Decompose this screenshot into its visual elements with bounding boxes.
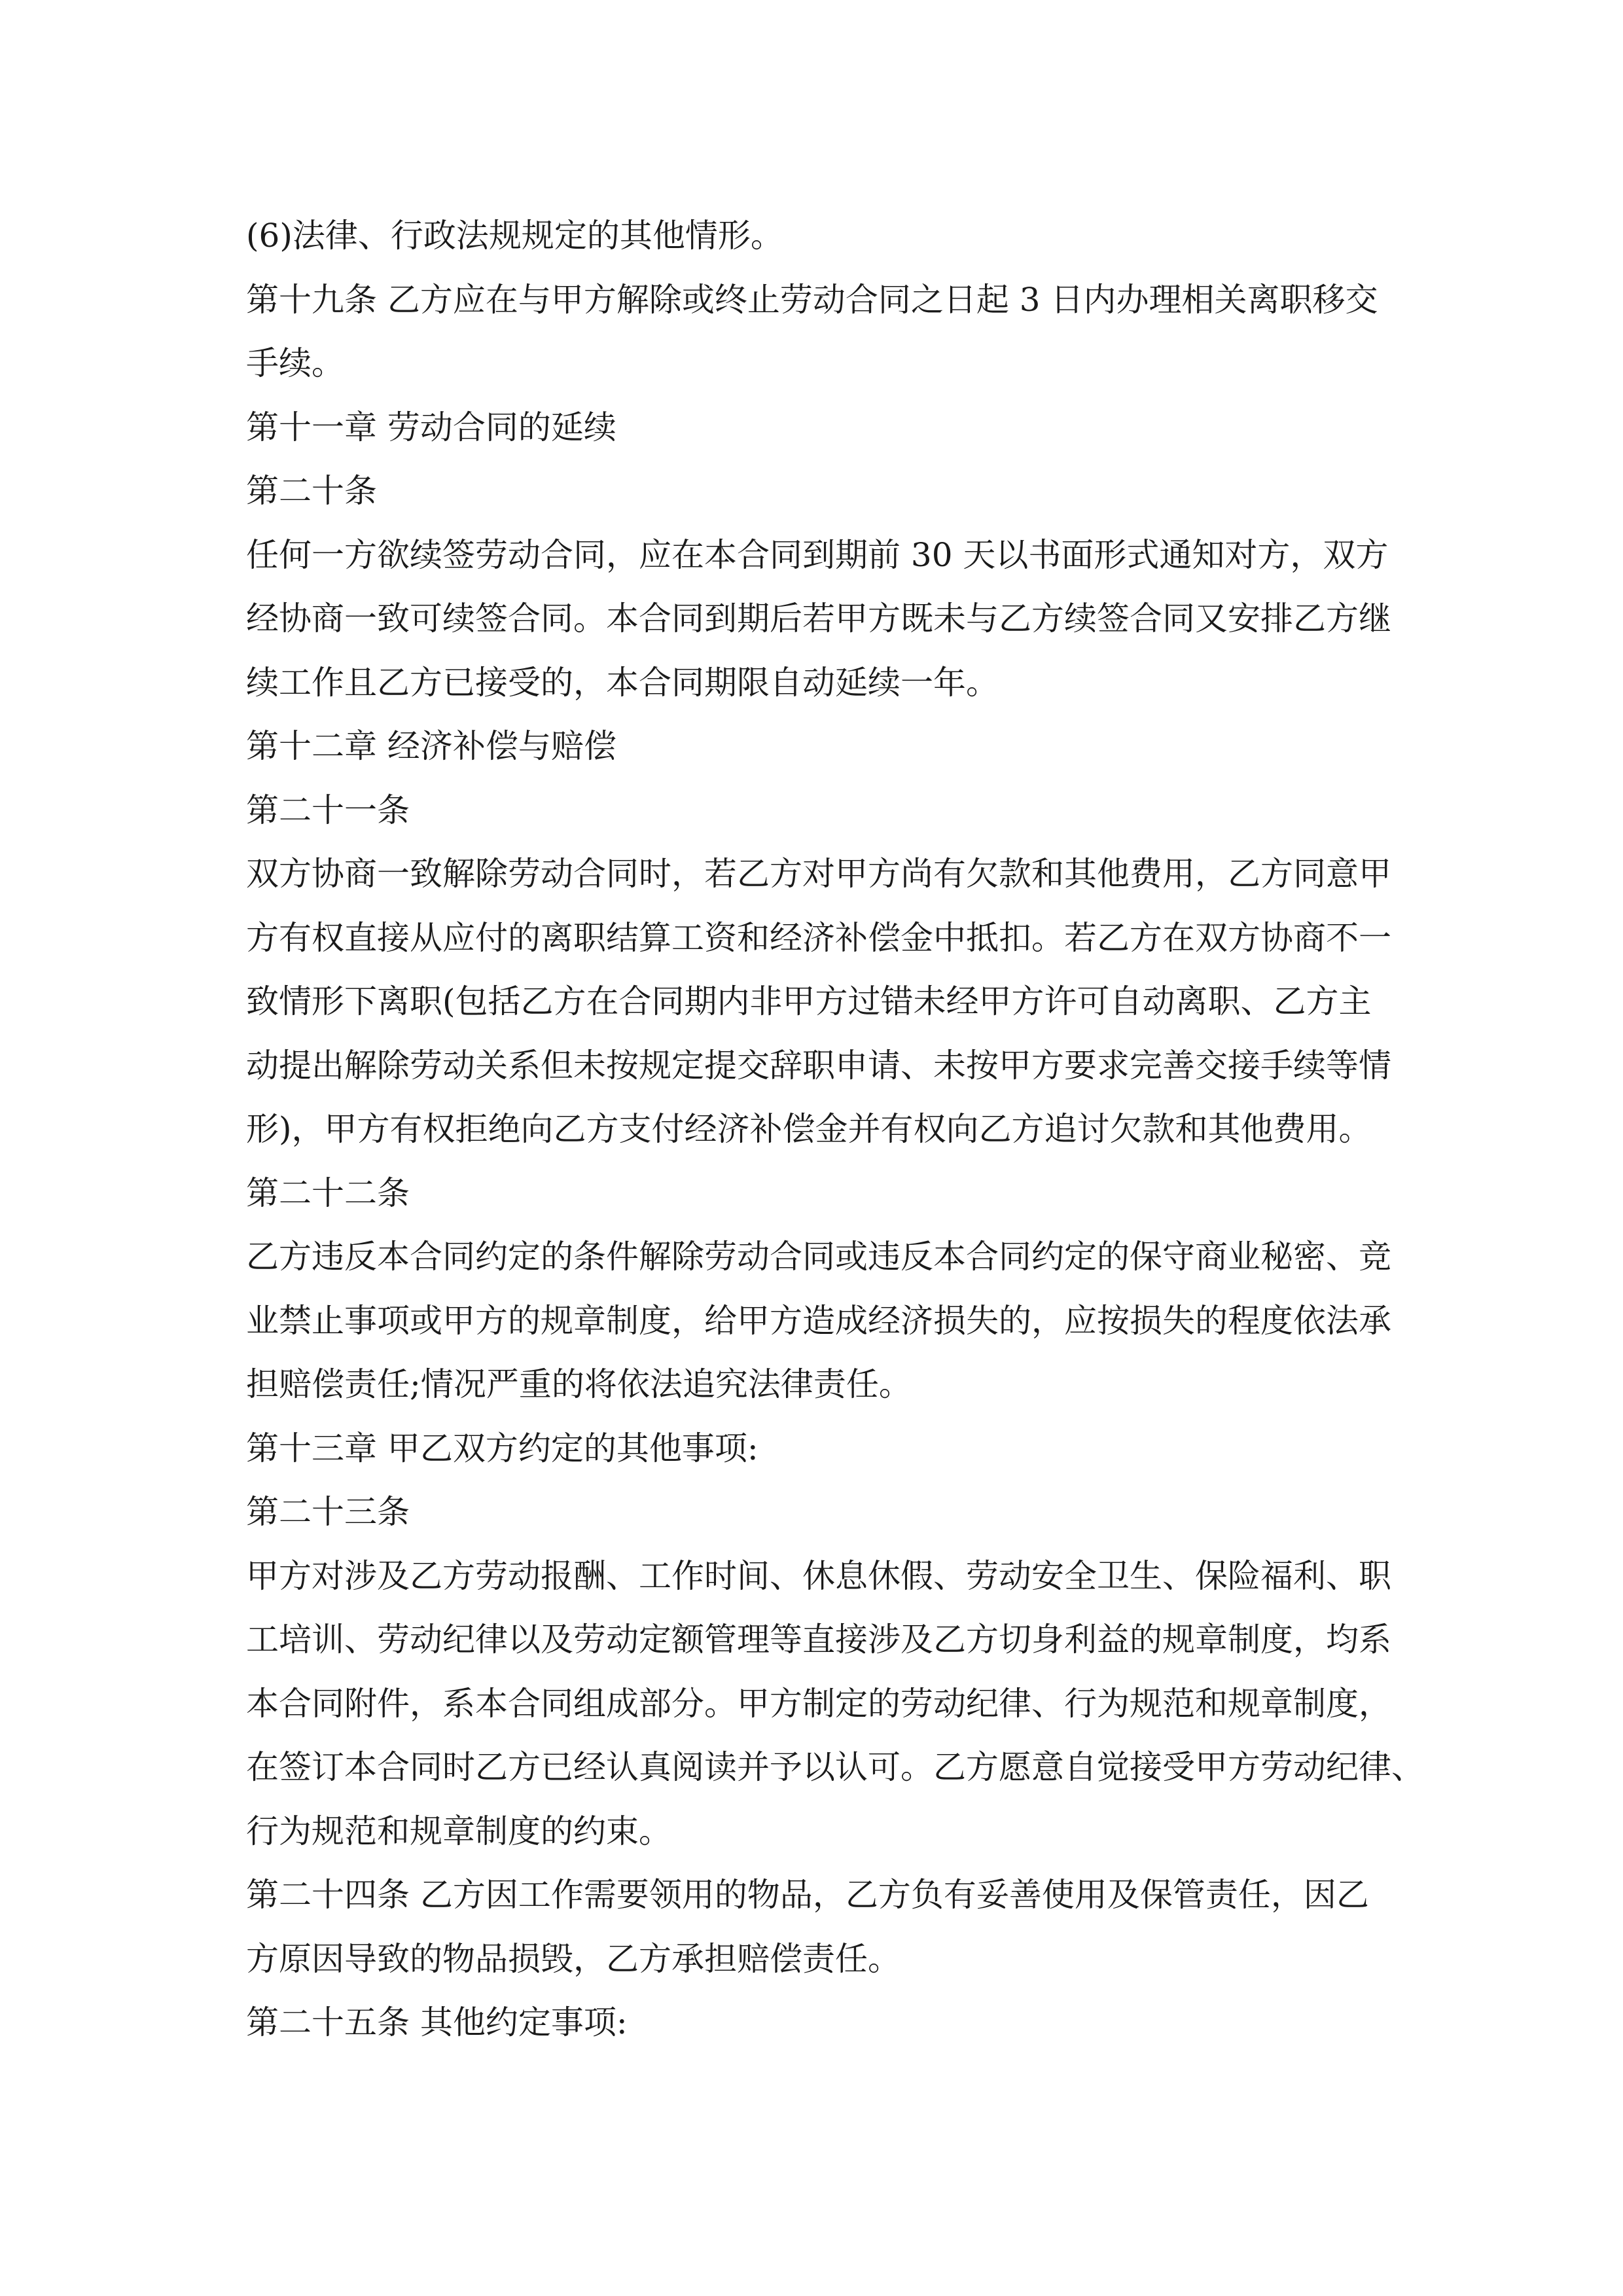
text-line: 续工作且乙方已接受的，本合同期限自动延续一年。 <box>246 663 999 702</box>
article-heading: 第二十二条 <box>246 1174 410 1212</box>
text-line: 方原因导致的物品损毁，乙方承担赔偿责任。 <box>246 1939 901 1978</box>
document-body <box>246 204 1424 2055</box>
article-heading: 第二十一条 <box>246 791 410 829</box>
text-line: 甲方对涉及乙方劳动报酬、工作时间、休息休假、劳动安全卫生、保险福利、职 <box>246 1556 1391 1595</box>
article-heading: 第二十三条 <box>246 1493 410 1531</box>
chapter-heading: 第十三章 甲乙双方约定的其他事项: <box>246 1429 758 1467</box>
text-line: 本合同附件，系本合同组成部分。甲方制定的劳动纪律、行为规范和规章制度， <box>246 1684 1391 1723</box>
chapter-heading: 第十一章 劳动合同的延续 <box>246 408 616 446</box>
text-line: 工培训、劳动纪律以及劳动定额管理等直接涉及乙方切身利益的规章制度，均系 <box>246 1621 1391 1659</box>
text-line: 乙方违反本合同约定的条件解除劳动合同或违反本合同约定的保守商业秘密、竞 <box>246 1238 1391 1276</box>
text-line: 动提出解除劳动关系但未按规定提交辞职申请、未按甲方要求完善交接手续等情 <box>246 1046 1391 1085</box>
article-heading: 第二十条 <box>246 472 377 510</box>
text-line: 担赔偿责任;情况严重的将依法追究法律责任。 <box>246 1365 912 1403</box>
text-line: 行为规范和规章制度的约束。 <box>246 1812 671 1850</box>
text-line: 第二十四条 乙方因工作需要领用的物品，乙方负有妥善使用及保管责任，因乙 <box>246 1876 1369 1914</box>
text-line: 手续。 <box>246 344 344 382</box>
chapter-heading: 第十二章 经济补偿与赔偿 <box>246 727 616 765</box>
text-line: 方有权直接从应付的离职结算工资和经济补偿金中抵扣。若乙方在双方协商不一 <box>246 918 1391 957</box>
text-line: 业禁止事项或甲方的规章制度，给甲方造成经济损失的，应按损失的程度依法承 <box>246 1301 1391 1340</box>
text-line: (6)法律、行政法规规定的其他情形。 <box>246 217 783 255</box>
text-line: 在签订本合同时乙方已经认真阅读并予以认可。乙方愿意自觉接受甲方劳动纪律、 <box>246 1748 1424 1786</box>
text-line: 形)，甲方有权拒绝向乙方支付经济补偿金并有权向乙方追讨欠款和其他费用。 <box>246 1110 1372 1148</box>
text-line: 经协商一致可续签合同。本合同到期后若甲方既未与乙方续签合同又安排乙方继 <box>246 600 1391 637</box>
text-line: 任何一方欲续签劳动合同，应在本合同到期前 30 天以书面形式通知对方，双方 <box>246 535 1389 574</box>
text-line: 双方协商一致解除劳动合同时，若乙方对甲方尚有欠款和其他费用，乙方同意甲 <box>246 855 1391 893</box>
text-line: 第十九条 乙方应在与甲方解除或终止劳动合同之日起 3 日内办理相关离职移交 <box>246 280 1378 319</box>
text-line: 第二十五条 其他约定事项: <box>246 2003 628 2041</box>
text-line: 致情形下离职(包括乙方在合同期内非甲方过错未经甲方许可自动离职、乙方主 <box>246 982 1372 1020</box>
